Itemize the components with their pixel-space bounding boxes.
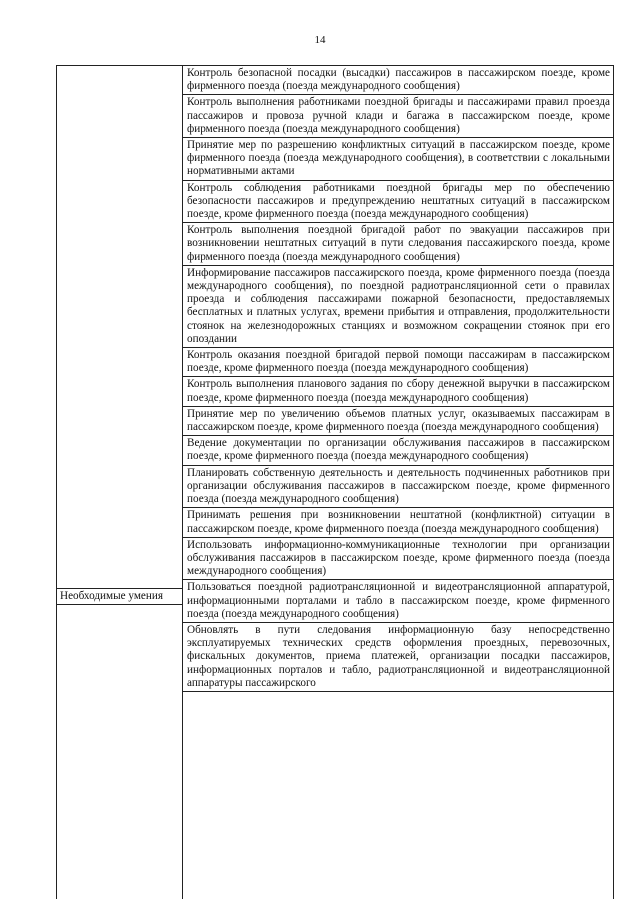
- table-cell-action: Контроль выполнения планового задания по сбору денежной выручки в пассажирском поезде, кроме фирменного поезда (поезда международного сообщения): [183, 377, 613, 406]
- table-cell-section: [57, 589, 182, 605]
- table-cell-skill: Использовать информационно-коммуникационные технологии при организации обслуживания пассажиров в пассажирском поезде, кроме фирменного поезда (поезда международного сообщения): [183, 538, 613, 581]
- table-cell-action: Принятие мер по разрешению конфликтных ситуаций в пассажирском поезде, кроме фирменного поезда (поезда международного сообщения), в соответствии с локальными нормативными актами: [183, 138, 613, 181]
- requirements-table: [56, 65, 614, 899]
- table-cell-skill: Пользоваться поездной радиотрансляционной и видеотрансляционной аппаратурой, информационными порталами и табло в пассажирском поезде, кроме фирменного поезда (поезда международного сообщения): [183, 580, 613, 623]
- table-cell-action: Ведение документации по организации обслуживания пассажиров в пассажирском поезде, кроме фирменного поезда (поезда международного сообщения): [183, 436, 613, 465]
- table-cell-action: Принятие мер по увеличению объемов платных услуг, оказываемых пассажирам в пассажирском поезде, кроме фирменного поезда (поезда международного сообщения): [183, 407, 613, 436]
- table-cell-action: Информирование пассажиров пассажирского поезда, кроме фирменного поезда (поезда международного сообщения), по поездной радиотрансляционной сети о правилах проезда и соблюдения пассажирами пожарной безопасности, предоставляемых бесплатных и платных услугах, времени прибытия и отправления, продолжительности стоянок на железнодорожных станциях и возможном сокращении стоянок при его опоздании: [183, 266, 613, 348]
- table-right-column: [183, 66, 613, 899]
- table-left-column: [57, 66, 183, 899]
- table-cell-empty: [57, 66, 182, 589]
- table-cell-action: Контроль выполнения поездной бригадой работ по эвакуации пассажиров при возникновении нештатных ситуаций в пути следования пассажирского поезда, кроме фирменного поезда (поезда международного сообщения): [183, 223, 613, 266]
- table-cell-skill: Обновлять в пути следования информационную базу непосредственно эксплуатируемых технических средств оформления проездных, перевозочных, фискальных документов, приема платежей, организации посадки пассажиров, информационных порталов и табло, радиотрансляционной и видеотрансляционной аппаратуры пассажирского: [183, 623, 613, 692]
- table-cell-action: Контроль оказания поездной бригадой первой помощи пассажирам в пассажирском поезде, кроме фирменного поезда (поезда международного сообщения): [183, 348, 613, 377]
- table-cell-skill: Планировать собственную деятельность и деятельность подчиненных работников при организации обслуживания пассажиров в пассажирском поезде, кроме фирменного поезда (поезда международного сообщения): [183, 466, 613, 509]
- table-cell-skill: Принимать решения при возникновении нештатной (конфликтной) ситуации в пассажирском поезде, кроме фирменного поезда (поезда международного сообщения): [183, 508, 613, 537]
- section-label: Необходимые умения: [60, 590, 163, 602]
- table-cell-action: Контроль выполнения работниками поездной бригады и пассажирами правил проезда пассажиров и провоза ручной клади и багажа в пассажирском поезде, кроме фирменного поезда (поезда международного сообщения): [183, 95, 613, 138]
- page-number: 14: [314, 34, 326, 46]
- table-cell-action: Контроль безопасной посадки (высадки) пассажиров в пассажирском поезде, кроме фирменного поезда (поезда международного сообщения): [183, 66, 613, 95]
- table-cell-action: Контроль соблюдения работниками поездной бригады мер по обеспечению безопасности пассажиров и предупреждению нештатных ситуаций в пассажирском поезде, кроме фирменного поезда (поезда международного сообщения): [183, 181, 613, 224]
